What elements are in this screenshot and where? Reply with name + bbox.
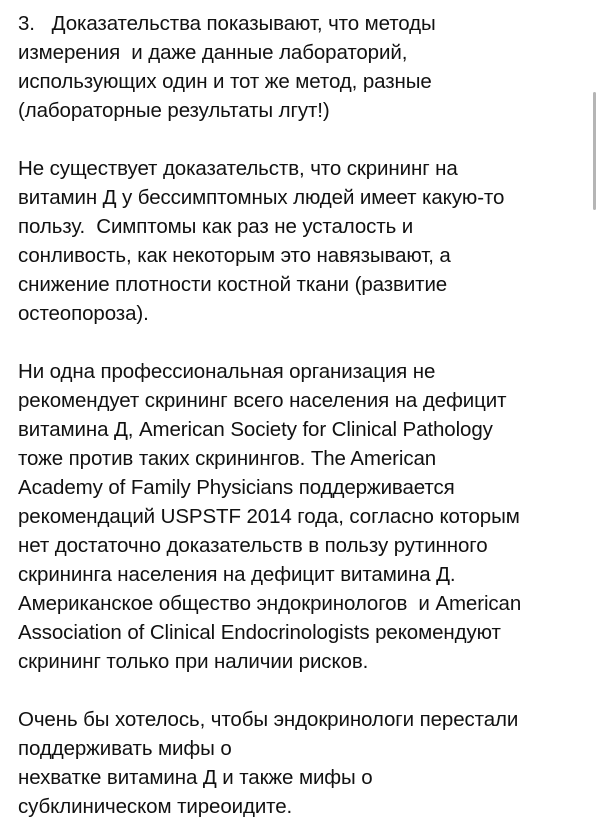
text-line: скрининг только при наличии рисков. <box>18 650 369 673</box>
text-line: рекомендаций USPSTF 2014 года, согласно которым <box>18 505 520 528</box>
text-line: измерения и даже данные лабораторий, <box>18 41 408 64</box>
text-line: Academy of Family Physicians поддерживается <box>18 476 455 499</box>
text-line: Очень бы хотелось, чтобы эндокринологи перестали <box>18 708 519 731</box>
text-line: Не существует доказательств, что скрининг на <box>18 157 458 180</box>
text-line: сонливость, как некоторым это навязывают, а <box>18 244 451 267</box>
text-line: субклиническом тиреоидите. <box>18 795 293 818</box>
text-line: снижение плотности костной ткани (развитие <box>18 273 448 296</box>
text-line: Association of Clinical Endocrinologists рекомендуют <box>18 621 501 644</box>
note-text-body <box>18 9 593 821</box>
text-line: скрининга населения на дефицит витамина Д. <box>18 563 456 586</box>
paragraph-organization-recommendations <box>18 357 593 676</box>
text-line: нехватке витамина Д и также мифы о <box>18 766 373 789</box>
text-line: Американское общество эндокринологов и American <box>18 592 522 615</box>
text-line: остеопороза). <box>18 302 149 325</box>
text-line: рекомендует скрининг всего населения на дефицит <box>18 389 507 412</box>
text-line: пользу. Симптомы как раз не усталость и <box>18 215 414 238</box>
text-line: нет достаточно доказательств в пользу рутинного <box>18 534 488 557</box>
text-line: витамин Д у бессимптомных людей имеет какую-то <box>18 186 505 209</box>
paragraph-gap <box>18 125 593 154</box>
text-line: (лабораторные результаты лгут!) <box>18 99 330 122</box>
paragraph-closing-wish <box>18 705 593 821</box>
paragraph-screening-evidence <box>18 154 593 328</box>
paragraph-measurement-evidence <box>18 9 593 125</box>
text-line: использующих один и тот же метод, разные <box>18 70 432 93</box>
paragraph-gap <box>18 328 593 357</box>
text-line: Ни одна профессиональная организация не <box>18 360 436 383</box>
text-line: тоже против таких скринингов. The American <box>18 447 437 470</box>
text-line: 3. Доказательства показывают, что методы <box>18 12 436 35</box>
text-line: витамина Д, American Society for Clinical Pathology <box>18 418 493 441</box>
text-line: поддерживать мифы о <box>18 737 232 760</box>
paragraph-gap <box>18 676 593 705</box>
vertical-scrollbar[interactable] <box>593 92 596 210</box>
